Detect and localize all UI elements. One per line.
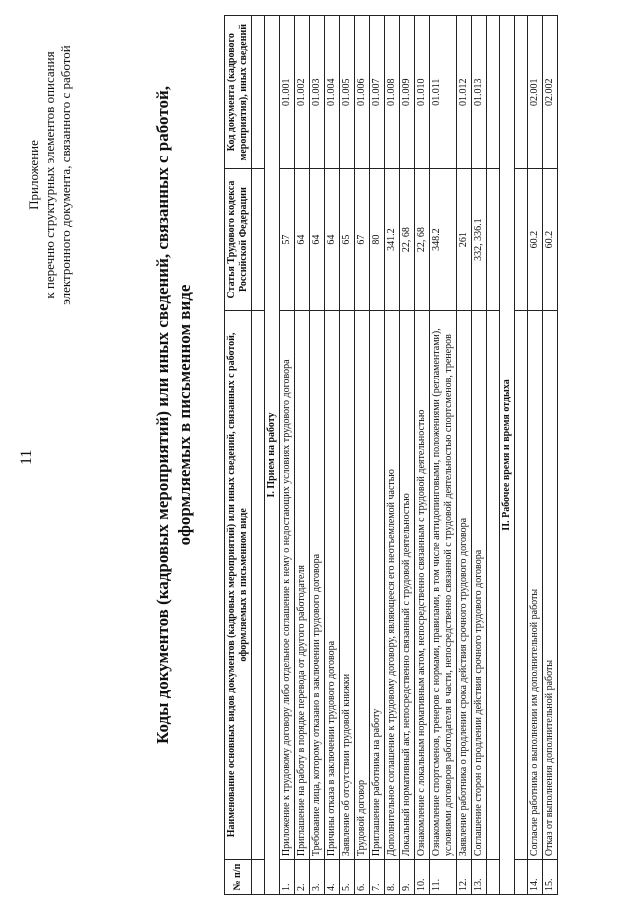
row-name: Согласие работника о выполнении им дополнительной работы: [528, 310, 543, 859]
table-row: [310, 16, 325, 895]
row-name: Приглашение работника на работу: [370, 310, 385, 859]
row-name: Отказ от выполнения дополнительной работы: [543, 310, 558, 859]
row-number: 8.: [385, 860, 400, 895]
table-row: [370, 16, 385, 895]
row-number: 6.: [355, 860, 370, 895]
row-code: 01.001: [280, 16, 295, 169]
table-row: [430, 16, 457, 895]
row-number: 12.: [457, 860, 472, 895]
section-title: II. Рабочее время и время отдыха: [500, 16, 515, 895]
row-article: 60.2: [543, 169, 558, 310]
table-row: [295, 16, 310, 895]
table-row: [385, 16, 400, 895]
page-number: 11: [18, 449, 35, 465]
appendix-line1: к перечню структурных элементов описания: [42, 51, 57, 299]
row-name: Причины отказа в заключении трудового договора: [325, 310, 340, 859]
document-title-line1: Коды документов (кадровых мероприятий) или иных сведений, связанных с работой,: [153, 86, 172, 744]
row-name: Приложение к трудовому договору либо отдельное соглашение к нему о недостающих условиях трудового договора: [280, 310, 295, 859]
row-name: Трудовой договор: [355, 310, 370, 859]
table-header-row: [225, 16, 252, 895]
row-code: 02.001: [528, 16, 543, 169]
row-number: 2.: [295, 860, 310, 895]
row-number: 10.: [415, 860, 430, 895]
spacer-row: [515, 16, 528, 895]
header-article: Статья Трудового кодекса Российской Федерации: [225, 169, 252, 310]
row-article: 341.2: [385, 169, 400, 310]
row-name: Локальный нормативный акт, непосредственно связанный с трудовой деятельностью: [400, 310, 415, 859]
row-code: 01.008: [385, 16, 400, 169]
row-name: Требование лица, которому отказано в заключении трудового договора: [310, 310, 325, 859]
row-article: 348.2: [430, 169, 457, 310]
header-code: Код документа (кадрового мероприятия), иных сведений: [225, 16, 252, 169]
row-name: Дополнительное соглашение к трудовому договору, являющееся его неотъемлемой частью: [385, 310, 400, 859]
section-row: [265, 16, 280, 895]
row-number: 4.: [325, 860, 340, 895]
table-row: [543, 16, 558, 895]
spacer-row: [252, 16, 265, 895]
row-code: 01.006: [355, 16, 370, 169]
section-row: [500, 16, 515, 895]
row-number: 3.: [310, 860, 325, 895]
table-row: [280, 16, 295, 895]
row-article: 80: [370, 169, 385, 310]
row-article: 64: [295, 169, 310, 310]
row-number: 5.: [340, 860, 355, 895]
document-title-line2: оформляемых в письменном виде: [175, 284, 194, 546]
appendix-line2: электронного документа, связанного с работой: [58, 45, 73, 305]
row-number: 7.: [370, 860, 385, 895]
table-row: [400, 16, 415, 895]
row-code: 01.007: [370, 16, 385, 169]
row-article: 261: [457, 169, 472, 310]
header-name: Наименование основных видов документов (кадровых мероприятий) или иных сведений, связанных с работой, оформляемых в письменном виде: [225, 310, 252, 859]
row-code: 01.002: [295, 16, 310, 169]
row-number: 1.: [280, 860, 295, 895]
row-code: 01.004: [325, 16, 340, 169]
header-num: № п/п: [225, 860, 252, 895]
row-number: 14.: [528, 860, 543, 895]
row-number: 11.: [430, 860, 457, 895]
row-code: 01.010: [415, 16, 430, 169]
row-name: Приглашение на работу в порядке перевода от другого работодателя: [295, 310, 310, 859]
row-article: 22, 68: [415, 169, 430, 310]
row-article: 64: [325, 169, 340, 310]
table-row: [415, 16, 430, 895]
row-article: 57: [280, 169, 295, 310]
appendix-title: Приложение: [26, 140, 41, 210]
row-name: Соглашение сторон о продлении действия срочного трудового договора: [472, 310, 487, 859]
spacer-row: [487, 16, 500, 895]
table-row: [325, 16, 340, 895]
table-row: [355, 16, 370, 895]
table-row: [528, 16, 543, 895]
row-article: 60.2: [528, 169, 543, 310]
row-code: 01.003: [310, 16, 325, 169]
table-row: [457, 16, 472, 895]
row-code: 01.013: [472, 16, 487, 169]
row-code: 01.012: [457, 16, 472, 169]
row-name: Ознакомление с локальным нормативным актом, непосредственно связанным с трудовой деятельностью: [415, 310, 430, 859]
row-article: 332, 336.1: [472, 169, 487, 310]
row-article: 22, 68: [400, 169, 415, 310]
row-name: Заявление об отсутствии трудовой книжки: [340, 310, 355, 859]
row-code: 01.005: [340, 16, 355, 169]
table-body: [252, 16, 558, 895]
row-name: Заявление работника о продлении срока действия срочного трудового договора: [457, 310, 472, 859]
row-number: 13.: [472, 860, 487, 895]
row-code: 02.002: [543, 16, 558, 169]
codes-table: [224, 15, 558, 895]
row-code: 01.011: [430, 16, 457, 169]
row-article: 67: [355, 169, 370, 310]
row-code: 01.009: [400, 16, 415, 169]
row-article: 64: [310, 169, 325, 310]
section-title: I. Прием на работу: [265, 16, 280, 895]
row-article: 65: [340, 169, 355, 310]
row-number: 15.: [543, 860, 558, 895]
row-name: Ознакомление спортсменов, тренеров с нормами, правилами, в том числе антидопинговыми, положениями (регламентами), условиями договоров работодателя в части, непосредственно связанной с трудовой деятельностью спортсменов, тренеров: [430, 310, 457, 859]
document-title: [152, 65, 196, 765]
row-number: 9.: [400, 860, 415, 895]
table-row: [472, 16, 487, 895]
appendix-header: [26, 5, 74, 345]
table-row: [340, 16, 355, 895]
